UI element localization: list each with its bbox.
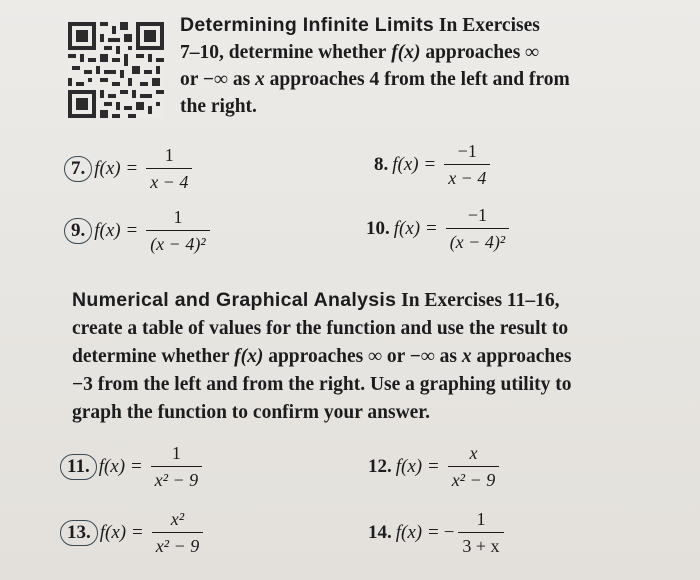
fraction: $\frac{x}{\text{x² − 9}}$ [448,442,500,491]
instruction-line-3: determine whether f(x) approaches ∞ or −∞ as x approaches [72,346,572,367]
instruction-line-1: Determining Infinite Limits In Exercises [180,14,540,36]
qr-code [68,22,164,118]
fraction: $\frac{-1}{x - 4}$ [444,140,490,189]
section-heading: Determining Infinite Limits [180,14,435,36]
section-infinite-limits [180,12,690,120]
fraction: $\frac{1}{x - 4}$ [146,144,192,193]
minus-sign: − [443,521,455,543]
fraction: $\frac{1}{3 + x}$ [458,508,503,557]
exercise-number: 9. [64,218,92,244]
exercise-14: 14. f(x) = − $\frac{1}{3 + x}$ [368,508,504,557]
instruction-line-4: the right. [180,96,257,117]
fraction: $\frac{1}{\text{(x − 4)²}}$ [146,206,210,255]
fraction: $\frac{\text{x²}}{\text{x² − 9}}$ [152,508,204,557]
exercise-number: 8. [374,153,389,175]
exercise-9: 9. f(x) = $\frac{1}{\text{(x − 4)²}}$ [64,206,210,255]
exercise-number: 14. [368,521,392,543]
instruction-line-1: Numerical and Graphical Analysis In Exercises 11–16, [72,289,560,311]
exercise-7: 7. f(x) = $\frac{1}{x - 4}$ [64,144,192,193]
exercise-number: 7. [64,156,92,182]
instruction-line-4: −3 from the left and from the right. Use a graphing utility to [72,374,572,395]
exercise-13: 13. f(x) = $\frac{\text{x²}}{\text{x² − 9}}$ [60,508,203,557]
instruction-line-2: 7–10, determine whether f(x) approaches ∞ [180,42,540,63]
instruction-line-3: or −∞ as x approaches 4 from the left and from [180,69,570,90]
exercise-number: 12. [368,455,392,477]
instruction-line-5: graph the function to confirm your answer. [72,402,431,423]
fraction: $\frac{-1}{\text{(x − 4)²}}$ [446,204,510,253]
exercise-number: 11. [60,454,97,480]
section-numerical-graphical [72,286,692,427]
exercise-12: 12. f(x) = $\frac{x}{\text{x² − 9}}$ [368,442,499,491]
instruction-line-2: create a table of values for the function and use the result to [72,318,569,339]
exercise-number: 10. [366,217,390,239]
exercise-10: 10. f(x) = $\frac{-1}{\text{(x − 4)²}}$ [366,204,509,253]
section-heading: Numerical and Graphical Analysis [72,289,397,311]
exercise-8: 8. f(x) = $\frac{-1}{x - 4}$ [374,140,490,189]
exercise-number: 13. [60,520,98,546]
fraction: $\frac{1}{\text{x² − 9}}$ [151,442,203,491]
exercise-11: 11. f(x) = $\frac{1}{\text{x² − 9}}$ [60,442,202,491]
